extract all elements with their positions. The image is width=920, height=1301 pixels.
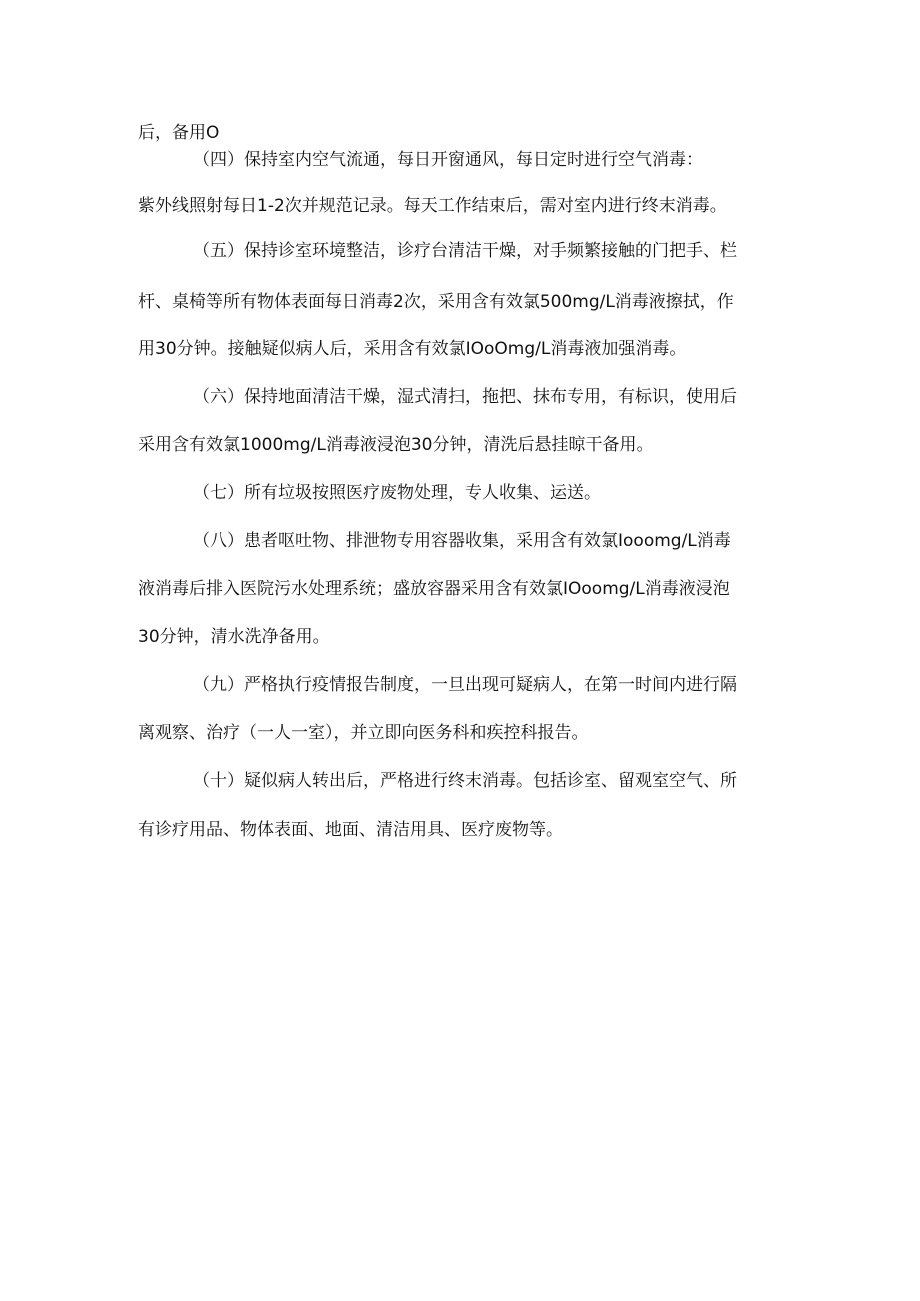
text-line: 杆、桌椅等所有物体表面每日消毒2次，采用含有效氯500mg∕L消毒液擦拭，作 bbox=[138, 292, 734, 312]
text-line: 有诊疗用品、物体表面、地面、清洁用具、医疗废物等。 bbox=[138, 820, 563, 840]
text-line: 离观察、治疗（一人一室），并立即向医务科和疾控科报告。 bbox=[138, 723, 589, 743]
text-line: （十）疑似病人转出后，严格进行终末消毒。包括诊室、留观室空气、所 bbox=[193, 771, 737, 791]
text-line: （五）保持诊室环境整洁，诊疗台清洁干燥，对手频繁接触的门把手、栏 bbox=[193, 241, 737, 261]
text-line: （九）严格执行疫情报告制度，一旦出现可疑病人，在第一时间内进行隔 bbox=[193, 675, 737, 695]
text-line: 紫外线照射每日1-2次并规范记录。每天工作结束后，需对室内进行终末消毒。 bbox=[138, 196, 727, 216]
text-line: （六）保持地面清洁干燥，湿式清扫，拖把、抹布专用，有标识，使用后 bbox=[193, 387, 737, 407]
text-line: 用30分钟。接触疑似病人后，采用含有效氯IOoOmg/L消毒液加强消毒。 bbox=[138, 339, 687, 359]
text-line: （四）保持室内空气流通，每日开窗通风，每日定时进行空气消毒： bbox=[193, 150, 703, 170]
text-line: （八）患者呕吐物、排泄物专用容器收集，采用含有效氯Iooomg/L消毒 bbox=[193, 531, 731, 551]
text-line: 采用含有效氯1000mg∕L消毒液浸泡30分钟，清洗后悬挂晾干备用。 bbox=[138, 435, 654, 455]
text-line: 30分钟，清水洗净备用。 bbox=[138, 627, 330, 647]
text-line: 后，备用O bbox=[138, 123, 220, 143]
text-line: 液消毒后排入医院污水处理系统；盛放容器采用含有效氯IOoomg/L消毒液浸泡 bbox=[138, 579, 730, 599]
text-line: （七）所有垃圾按照医疗废物处理，专人收集、运送。 bbox=[193, 483, 601, 503]
